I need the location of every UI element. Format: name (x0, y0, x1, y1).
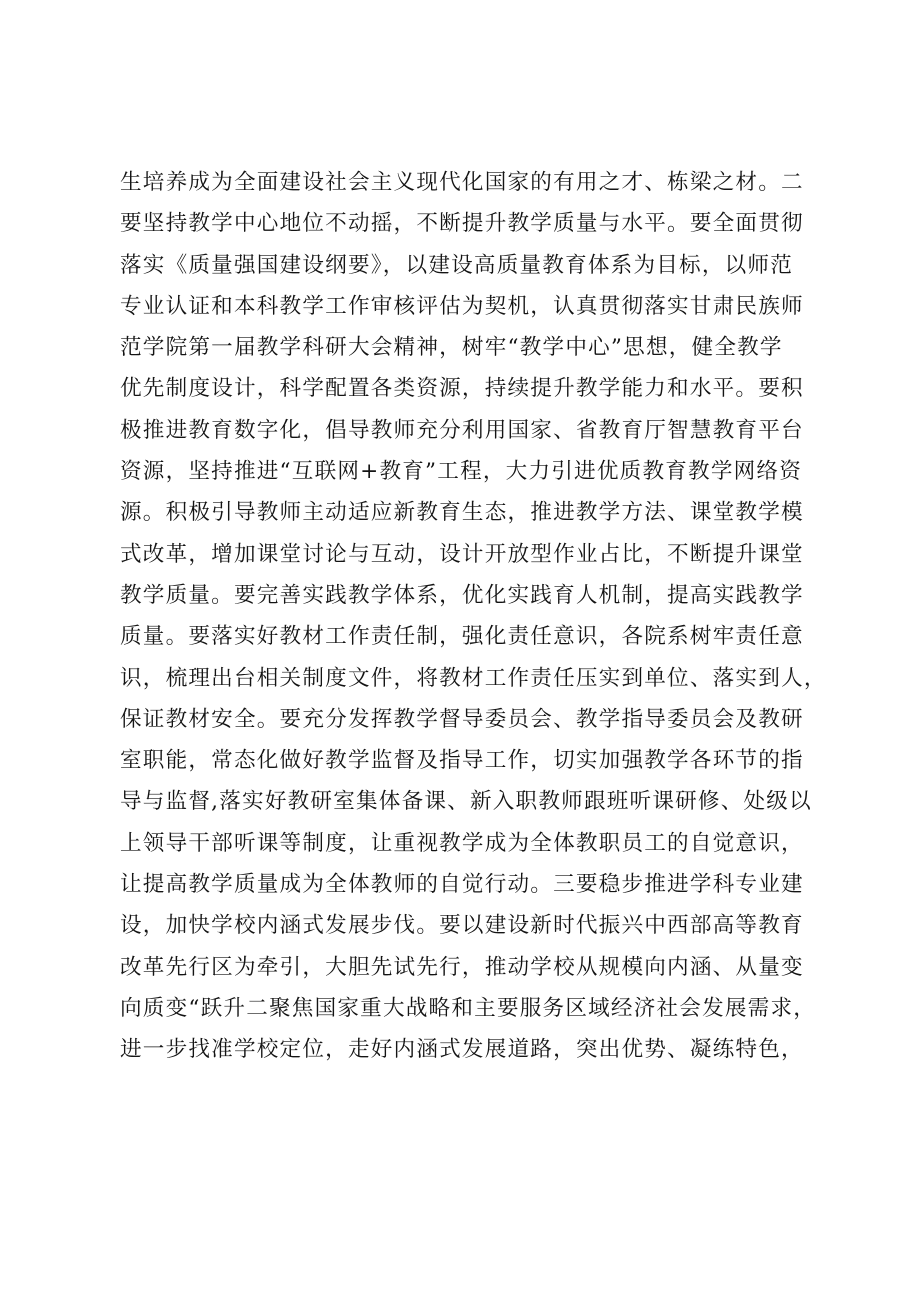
text-line: 上领导干部听课等制度，让重视教学成为全体教职员工的自觉意识， (120, 830, 804, 856)
text-line: 保证教材安全。要充分发挥教学督导委员会、教学指导委员会及教研 (120, 706, 804, 732)
body-paragraph (120, 162, 830, 1071)
text-line: 优先制度设计，科学配置各类资源，持续提升教学能力和水平。要积 (120, 376, 804, 402)
text-line: 落实《质量强国建设纲要》，以建设高质量教育体系为目标，以师范 (120, 252, 794, 278)
text-line: 向质变“跃升二聚焦国家重大战略和主要服务区域经济社会发展需求， (120, 995, 817, 1021)
text-line: 导与监督,落实好教研室集体备课、新入职教师跟班听课研修、处级以 (120, 789, 812, 815)
text-line: 生培养成为全面建设社会主义现代化国家的有用之才、栋梁之材。二 (120, 170, 804, 195)
text-line: 式改革，增加课堂讨论与互动，设计开放型作业占比，不断提升课堂 (120, 541, 804, 567)
text-line: 资源，坚持推进“互联网+教育”工程，大力引进优质教育教学网络资 (120, 459, 802, 485)
text-line: 改革先行区为牵引，大胆先试先行，推动学校从规模向内涵、从量变 (120, 954, 804, 980)
text-line: 让提高教学质量成为全体教师的自觉行动。三要稳步推进学科专业建 (120, 872, 804, 898)
text-line: 教学质量。要完善实践教学体系，优化实践育人机制，提高实践教学 (120, 582, 804, 608)
text-line: 识，梳理出台相关制度文件，将教材工作责任压实到单位、落实到人， (120, 665, 827, 691)
text-line: 设，加快学校内涵式发展步伐。要以建设新时代振兴中西部高等教育 (120, 913, 804, 939)
text-line: 要坚持教学中心地位不动摇，不断提升教学质量与水平。要全面贯彻 (120, 211, 804, 237)
text-line: 范学院第一届教学科研大会精神，树牢“教学中心”思想，健全教学 (120, 335, 783, 361)
text-line: 极推进教育数字化，倡导教师充分利用国家、省教育厅智慧教育平台 (120, 417, 804, 443)
text-line: 室职能，常态化做好教学监督及指导工作，切实加强教学各环节的指 (120, 748, 804, 774)
text-line: 进一步找准学校定位，走好内涵式发展道路，突出优势、凝练特色， (120, 1037, 804, 1063)
text-line: 源。积极引导教师主动适应新教育生态，推进教学方法、课堂教学模 (120, 500, 804, 526)
text-line: 专业认证和本科教学工作审核评估为契机，认真贯彻落实甘肃民族师 (120, 293, 804, 319)
text-line: 质量。要落实好教材工作责任制，强化责任意识，各院系树牢责任意 (120, 624, 804, 650)
